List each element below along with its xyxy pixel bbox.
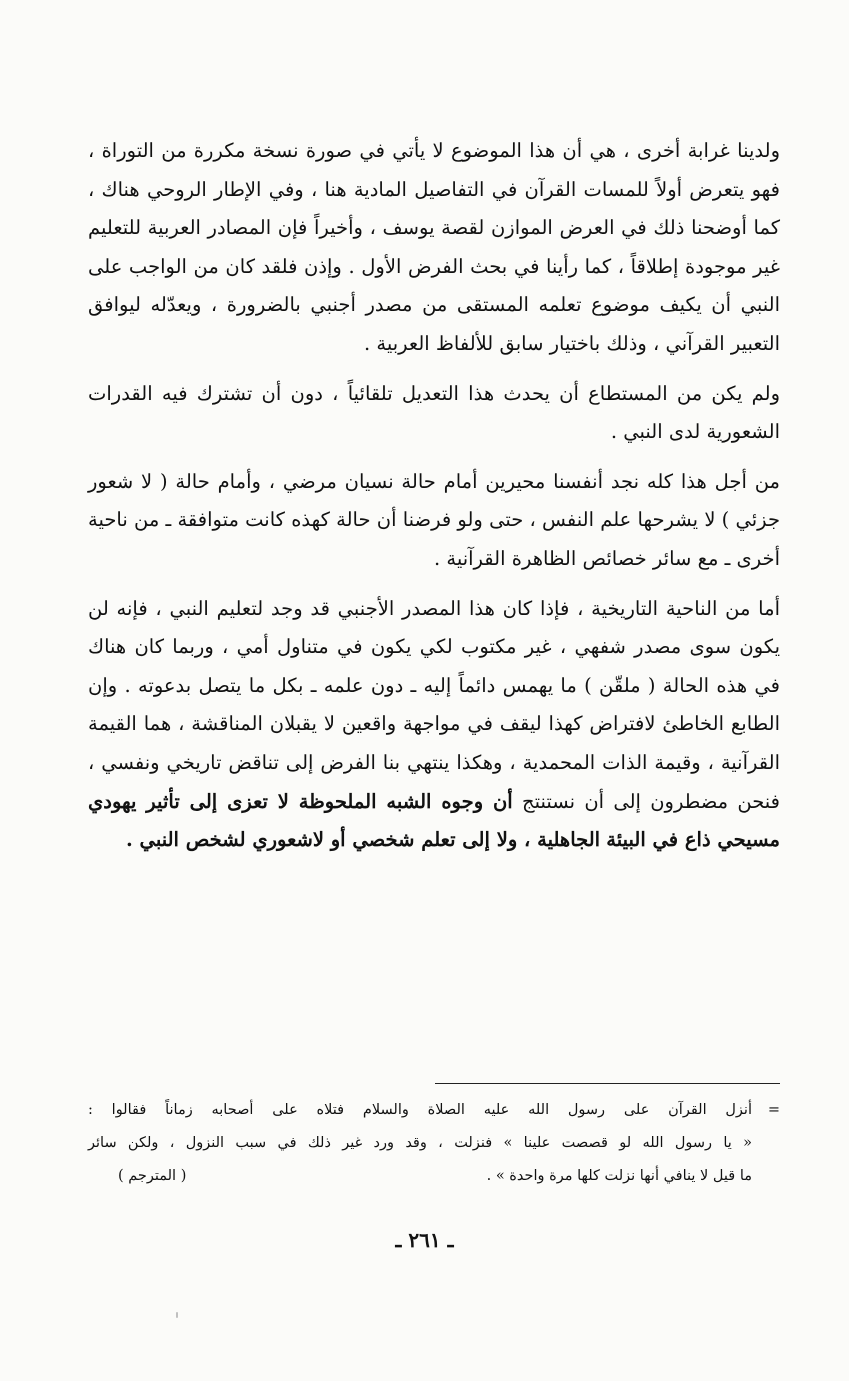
text-line: وإذن فلقد كان من الواجب على النبي أن يكيف موضوع تعلمه المستقى من <box>88 254 781 317</box>
text-line: فإن المصادر العربية للتعليم غير موجودة إطلاقاً ، كما رأينا في بحث الفرض الأول . <box>88 216 780 278</box>
translator-note: ( المترجم ) <box>118 1168 187 1184</box>
paragraph-4 <box>88 590 780 860</box>
text-line: مصدر أجنبي بالضرورة ، ويعدّله ليوافق التعبير القرآني ، وذلك باختيار سابق <box>88 293 780 355</box>
paragraph-3 <box>88 463 780 579</box>
footnote-line-3 <box>88 1160 780 1193</box>
paragraph-1 <box>88 132 780 364</box>
footnote-text: ما قيل لا ينافي أنها نزلت كلها مرة واحدة » . <box>486 1168 752 1184</box>
text-line: بكل ما يتصل بدعوته . وإن الطابع الخاطئ لافتراض كهذا ليقف في مواجهة <box>88 673 780 736</box>
text-line: للألفاظ العربية . <box>364 331 494 355</box>
main-text <box>88 132 780 860</box>
bold-text-line: أن وجوه الشبه الملحوظة لا تعزى إلى تأثير يهودي مسيحي ذاع في البيئة <box>88 789 780 852</box>
text-line: ولم يكن من المستطاع أن يحدث هذا التعديل تلقائياً ، دون أن تشترك فيه <box>161 381 780 405</box>
paper-speck <box>176 1312 178 1318</box>
text-line: من أجل هذا كله نجد أنفسنا محيرين أمام حالة نسيان مرضي ، وأمام حالة <box>175 469 780 493</box>
text-line: ( لا شعور جزئي ) لا يشرحها علم النفس ، حتى ولو فرضنا أن حالة كهذه <box>88 469 780 532</box>
footnote <box>88 1094 780 1193</box>
text-line: أما من الناحية التاريخية ، فإذا كان هذا المصدر الأجنبي قد وجد لتعليم <box>216 596 780 620</box>
footnote-line-2 <box>88 1127 780 1160</box>
footnote-line-1 <box>88 1094 780 1127</box>
text-line: أمي ، وربما كان هناك في هذه الحالة ( ملقّن ) ما يهمس دائماً إليه ـ دون علمه ـ <box>88 635 780 697</box>
text-line: كانت متوافقة ـ من ناحية أخرى ـ مع سائر خصائص الظاهرة القرآنية . <box>88 508 780 570</box>
page-number: ـ ٢٦١ ـ <box>395 1228 454 1252</box>
footnote-text: « يا رسول الله لو قصصت علينا » فنزلت ، وقد ورد غير ذلك في سبب النزول ، ولكن سائر <box>88 1135 752 1151</box>
footnote-divider <box>435 1083 780 1084</box>
text-line: الإطار الروحي هناك ، كما أوضحنا ذلك في العرض الموازن لقصة يوسف ، وأخيراً <box>88 177 780 240</box>
text-line: من التوراة ، فهو يتعرض أولاً للمسات القرآن في التفاصيل المادية هنا ، وفي <box>88 139 780 201</box>
bold-text-line: الجاهلية ، ولا إلى تعلم شخصي أو لاشعوري لشخص النبي . <box>125 828 601 852</box>
footnote-continuation-marker: = <box>767 1102 780 1118</box>
text-line: واقعين لا يقبلان المناقشة ، هما القيمة القرآنية ، وقيمة الذات المحمدية ، وهكذا <box>88 712 780 774</box>
text-line: القدرات الشعورية لدى النبي . <box>88 381 780 444</box>
text-line: ولدينا غرابة أخرى ، هي أن هذا الموضوع لا يأتي في صورة نسخة مكررة <box>193 139 780 162</box>
text-line: النبي ، فإنه لن يكون سوى مصدر شفهي ، غير مكتوب لكي يكون في متناول <box>88 596 780 659</box>
text-line: ينتهي بنا الفرض إلى تناقض تاريخي ونفسي ، فنحن مضطرون إلى أن نستنتج <box>88 750 781 813</box>
paragraph-2 <box>88 375 780 452</box>
footnote-text: أنزل القرآن على رسول الله عليه الصلاة والسلام فتلاه على أصحابه زماناً فقالوا : <box>88 1102 752 1118</box>
